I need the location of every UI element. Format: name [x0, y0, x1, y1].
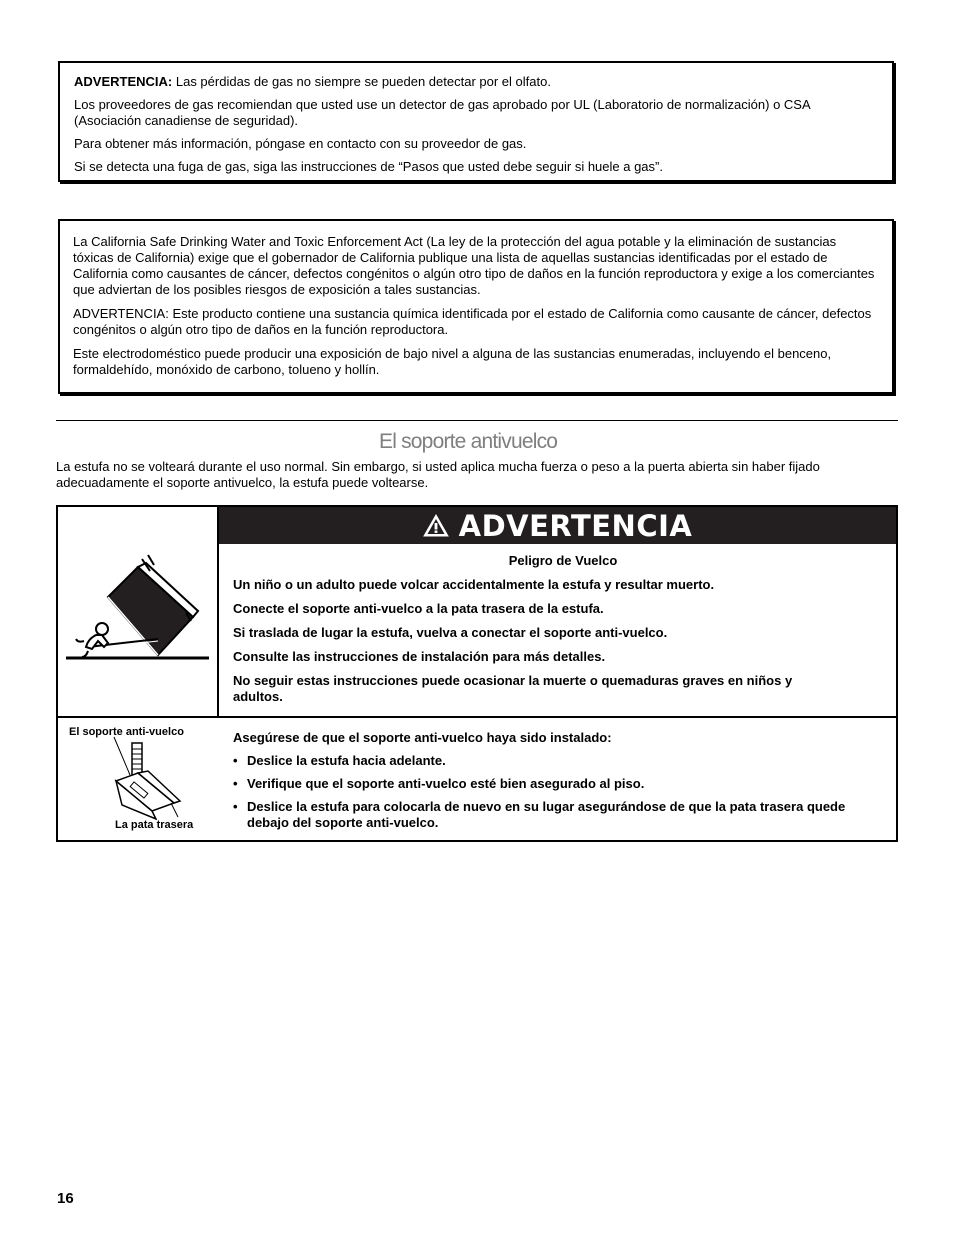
tip-over-illustration-cell: [58, 507, 219, 716]
prop65-paragraph-2: ADVERTENCIA: Este producto contiene una sustancia química identificada por el estado de California como causante de cáncer, defectos congénitos o algún otro tipo de daños en la función reproductora.: [73, 306, 872, 337]
warning-subtitle: Peligro de Vuelco: [508, 553, 618, 568]
list-item: • Verifique que el soporte anti-vuelco esté bien asegurado al piso.: [233, 776, 893, 792]
tip-over-illustration-icon: [58, 507, 217, 716]
check-title: Asegúrese de que el soporte anti-vuelco haya sido instalado:: [233, 730, 612, 745]
section-intro: La estufa no se volteará durante el uso normal. Sin embargo, si usted aplica mucha fuerza o peso a la puerta abierta sin haber fijado adecuadamente el soporte antivuelco, la estufa puede voltearse.: [56, 459, 820, 490]
gas-warning-line-1: ADVERTENCIA: Las pérdidas de gas no siempre se pueden detectar por el olfato.: [74, 74, 551, 89]
warning-header: [219, 507, 896, 544]
list-item: • Deslice la estufa hacia adelante.: [233, 753, 893, 769]
section-divider: [56, 420, 898, 421]
warning-triangle-icon: [423, 514, 449, 537]
prop65-paragraph-1: La California Safe Drinking Water and Toxic Enforcement Act (La ley de la protección del agua potable y la eliminación de sustancias tóxicas de California) exige que el gobernador de California publique una lista de aquellas sustancias identificadas por el estado de California como causantes de cáncer, defectos congénitos o algún otro tipo de daños en la función reproductora y exige a los comerciantes que adviertan de los posibles riesgos de exposición a tales sustancias.: [73, 234, 875, 297]
installation-check: [233, 730, 893, 838]
warning-content: [233, 553, 873, 713]
tip-over-warning-box: [56, 505, 898, 842]
section-title: El soporte antivuelco: [379, 430, 558, 453]
bracket-label: El soporte anti-vuelco: [69, 726, 184, 738]
warning-line: Conecte el soporte anti-vuelco a la pata trasera de la estufa.: [233, 601, 604, 616]
warning-line: Si traslada de lugar la estufa, vuelva a conectar el soporte anti-vuelco.: [233, 625, 668, 640]
page-number: 16: [57, 1190, 74, 1207]
warning-line: Consulte las instrucciones de instalación para más detalles.: [233, 649, 606, 664]
leg-label: La pata trasera: [115, 819, 194, 831]
warning-line: Un niño o un adulto puede volcar accidentalmente la estufa y resultar muerto.: [233, 577, 715, 592]
gas-warning-line-3: Para obtener más información, póngase en contacto con su proveedor de gas.: [74, 136, 527, 151]
gas-warning-box: [58, 61, 894, 182]
list-item: • Deslice la estufa para colocarla de nuevo en su lugar asegurándose de que la pata trasera quede debajo del soporte anti-vuelco.: [233, 799, 877, 831]
warning-header-text: ADVERTENCIA: [458, 508, 693, 543]
warning-line: No seguir estas instrucciones puede ocasionar la muerte o quemaduras graves en niños y adultos.: [233, 673, 793, 704]
warning-divider: [58, 716, 896, 718]
check-list: [233, 753, 893, 831]
gas-warning-line-2: Los proveedores de gas recomiendan que usted use un detector de gas aprobado por UL (Laboratorio de normalización) o CSA (Asociación canadiense de seguridad).: [74, 97, 810, 128]
prop65-paragraph-3: Este electrodoméstico puede producir una exposición de bajo nivel a alguna de las sustancias enumeradas, incluyendo el benceno, formaldehído, monóxido de carbono, tolueno y hollín.: [73, 346, 832, 377]
anti-tip-bracket-icon: [108, 735, 188, 820]
prop65-notice-box: [58, 219, 894, 394]
gas-warning-line-4: Si se detecta una fuga de gas, siga las instrucciones de “Pasos que usted debe seguir si huele a gas”.: [74, 159, 663, 174]
